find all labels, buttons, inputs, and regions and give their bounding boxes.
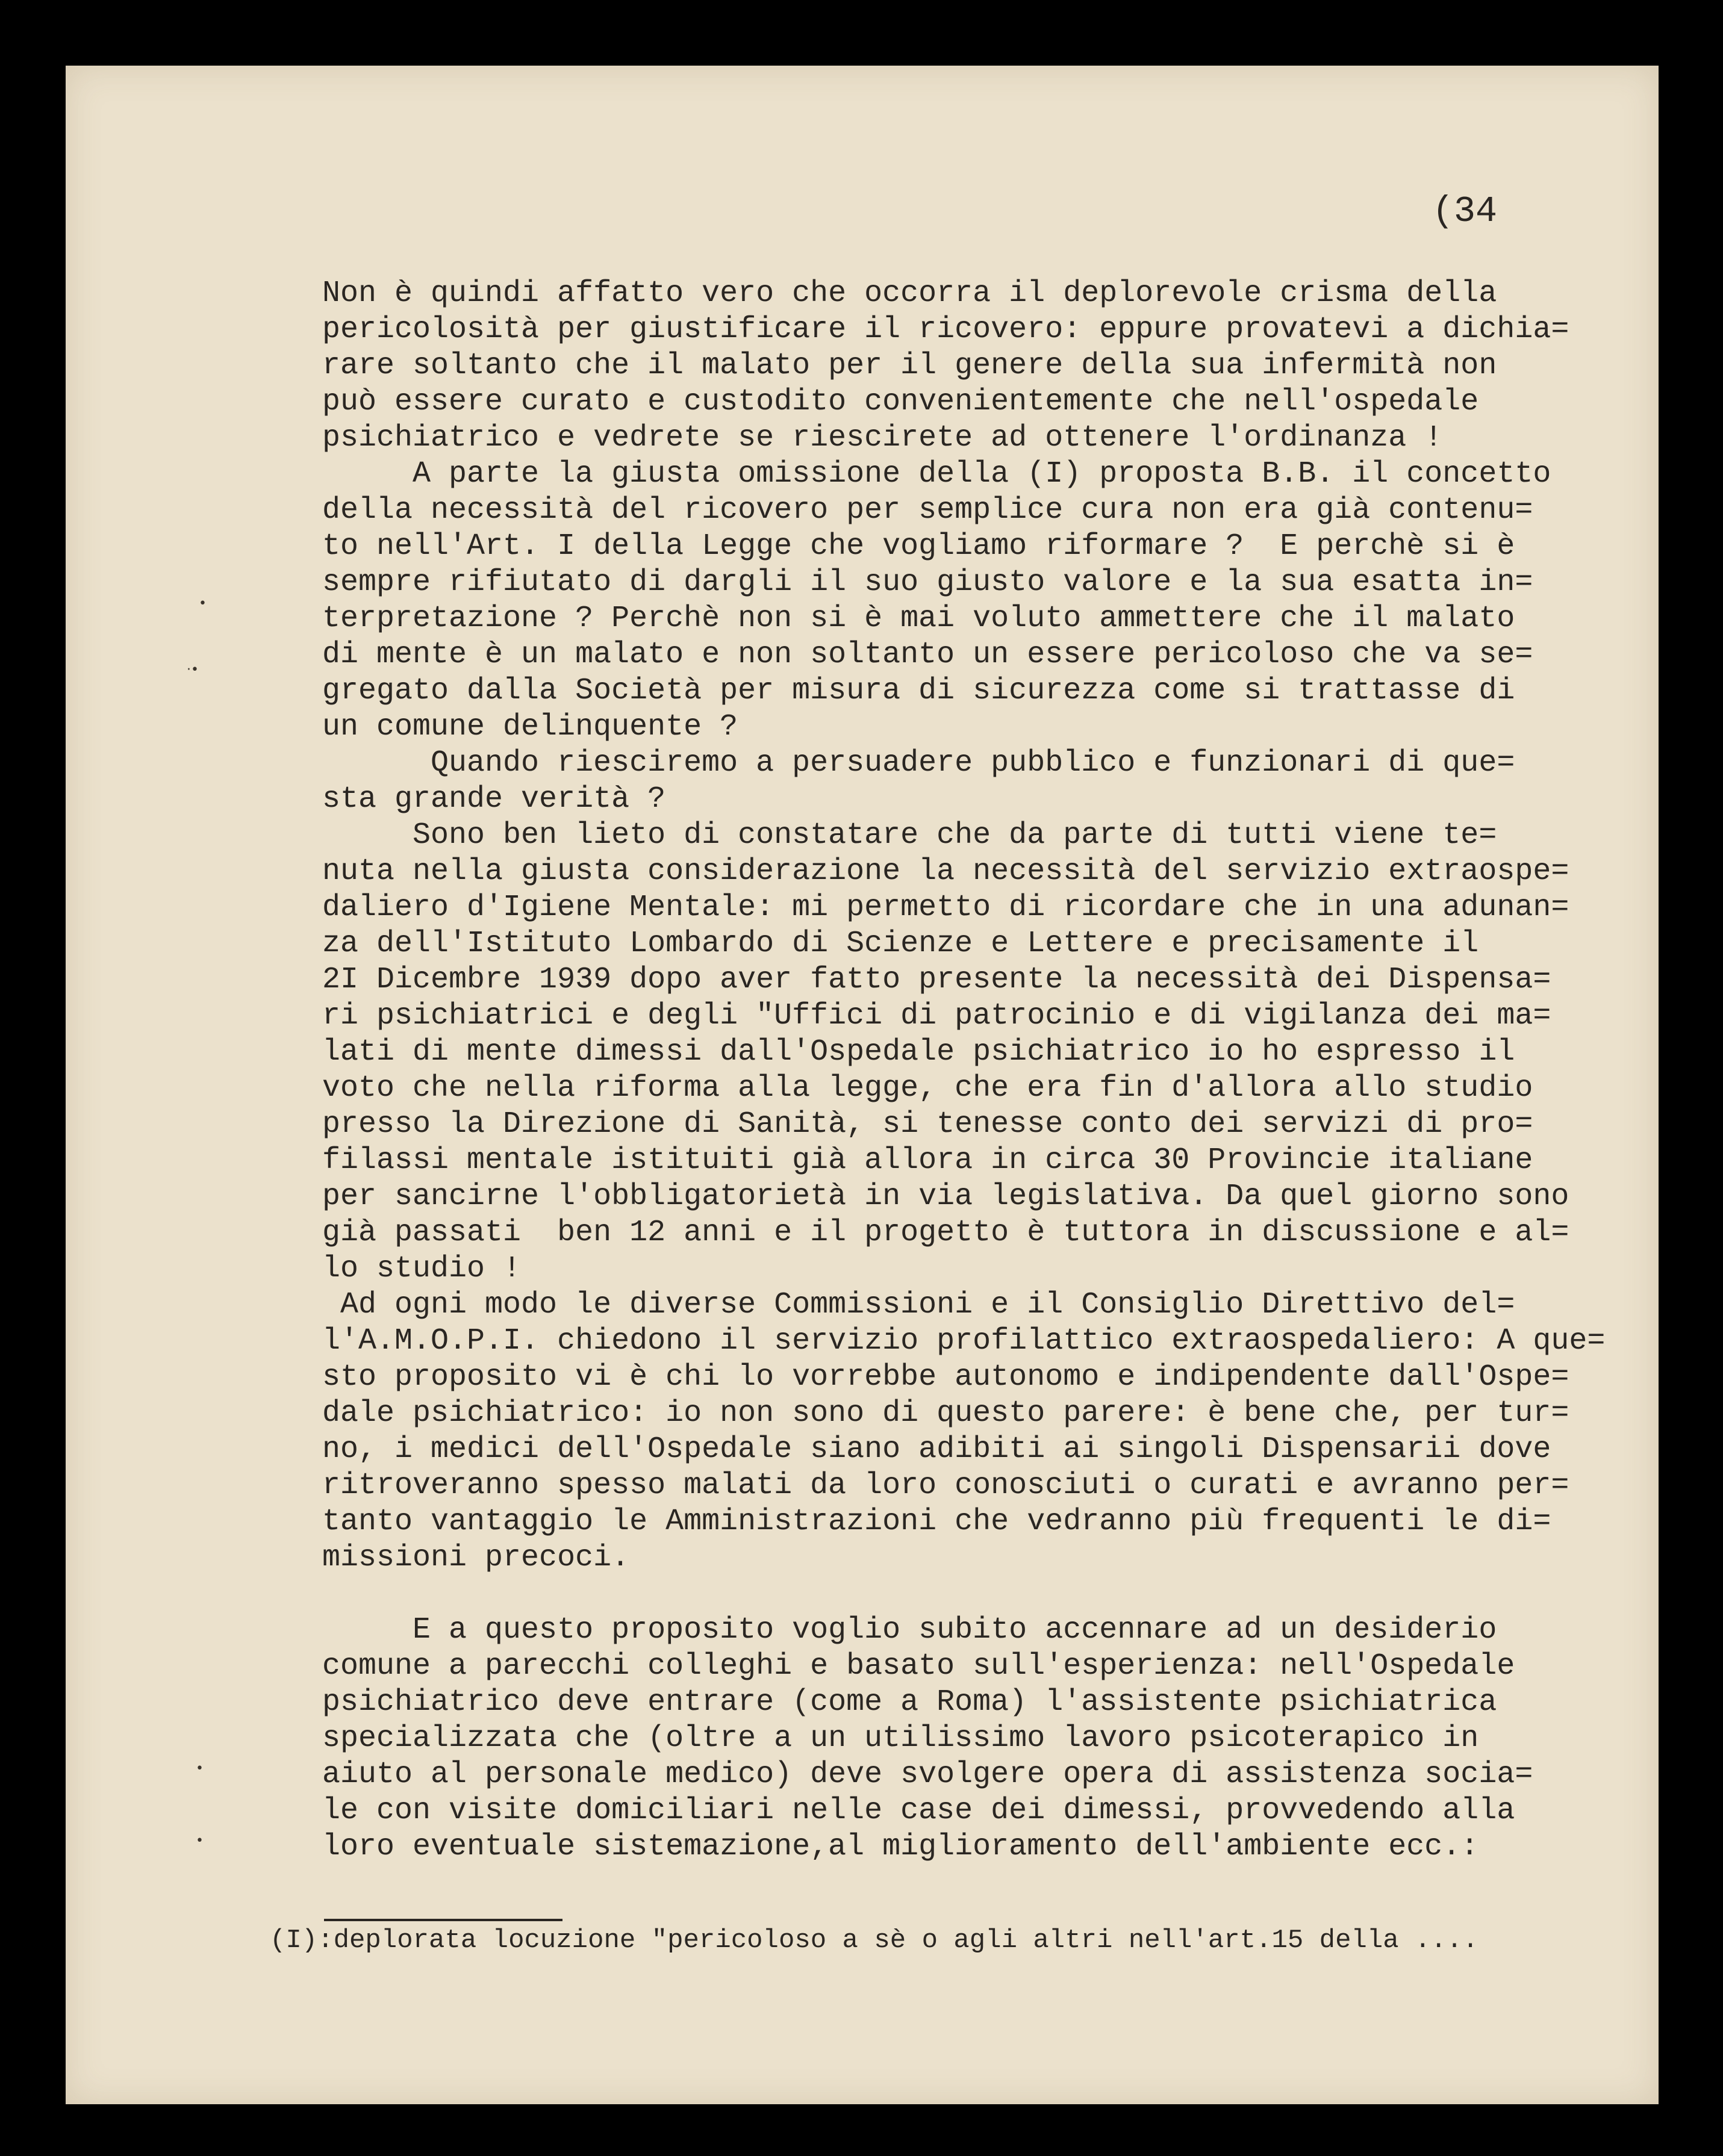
text-line: le con visite domiciliari nelle case dei dimessi, provvedendo alla xyxy=(322,1794,1515,1828)
margin-dot: ·• xyxy=(187,662,199,677)
text-line: presso la Direzione di Sanità, si tenesse conto dei servizi di pro= xyxy=(322,1107,1533,1142)
text-line: sto proposito vi è chi lo vorrebbe autonomo e indipendente dall'Ospe= xyxy=(322,1360,1569,1394)
text-line: di mente è un malato e non soltanto un essere pericoloso che va se= xyxy=(322,638,1533,672)
text-line: può essere curato e custodito convenientemente che nell'ospedale xyxy=(322,385,1479,419)
margin-dot: • xyxy=(196,1761,204,1776)
text-line: Ad ogni modo le diverse Commissioni e il Consiglio Direttivo del= xyxy=(322,1288,1515,1322)
text-line: pericolosità per giustificare il ricovero: eppure provatevi a dichia= xyxy=(322,312,1569,347)
text-line: l'A.M.O.P.I. chiedono il servizio profilattico extraospedaliero: A que= xyxy=(322,1324,1606,1358)
text-line: A parte la giusta omissione della (I) proposta B.B. il concetto xyxy=(322,457,1551,491)
text-line: filassi mentale istituiti già allora in circa 30 Provincie italiane xyxy=(322,1143,1533,1178)
text-line: nuta nella giusta considerazione la necessità del servizio extraospe= xyxy=(322,854,1569,889)
text-line: per sancirne l'obbligatorietà in via legislativa. Da quel giorno sono xyxy=(322,1179,1569,1214)
text-line: aiuto al personale medico) deve svolgere opera di assistenza socia= xyxy=(322,1757,1533,1792)
text-line: sta grande verità ? xyxy=(322,782,666,816)
text-line: dale psichiatrico: io non sono di questo parere: è bene che, per tur= xyxy=(322,1396,1569,1431)
text-line: psichiatrico e vedrete se riescirete ad ottenere l'ordinanza ! xyxy=(322,421,1443,455)
text-line: Non è quindi affatto vero che occorra il deplorevole crisma della xyxy=(322,276,1497,311)
text-line: terpretazione ? Perchè non si è mai voluto ammettere che il malato xyxy=(322,601,1515,636)
text-line: ri psichiatrici e degli "Uffici di patrocinio e di vigilanza dei ma= xyxy=(322,999,1551,1033)
text-line: 2I Dicembre 1939 dopo aver fatto presente la necessità dei Dispensa= xyxy=(322,963,1551,997)
text-line: della necessità del ricovero per semplice cura non era già contenu= xyxy=(322,493,1533,527)
text-line: specializzata che (oltre a un utilissimo lavoro psicoterapico in xyxy=(322,1721,1479,1756)
text-line: ritroveranno spesso malati da loro conosciuti o curati e avranno per= xyxy=(322,1468,1569,1503)
text-line: E a questo proposito voglio subito accennare ad un desiderio xyxy=(322,1613,1497,1647)
footnote-rule xyxy=(324,1919,562,1921)
text-line: no, i medici dell'Ospedale siano adibiti ai singoli Dispensarii dove xyxy=(322,1432,1551,1467)
text-line: za dell'Istituto Lombardo di Scienze e Lettere e precisamente il xyxy=(322,927,1479,961)
text-line xyxy=(322,1576,1623,1612)
text-line: lati di mente dimessi dall'Ospedale psichiatrico io ho espresso il xyxy=(322,1035,1515,1069)
text-line: comune a parecchi colleghi e basato sull'esperienza: nell'Ospedale xyxy=(322,1649,1515,1683)
text-line: già passati ben 12 anni e il progetto è tuttora in discussione e al= xyxy=(322,1216,1569,1250)
page-number: (34 xyxy=(1432,191,1498,232)
text-line: missioni precoci. xyxy=(322,1541,630,1575)
text-line: tanto vantaggio le Amministrazioni che vedranno più frequenti le di= xyxy=(322,1505,1551,1539)
text-line: un comune delinquente ? xyxy=(322,710,738,744)
text-line: lo studio ! xyxy=(322,1252,522,1286)
margin-dot: • xyxy=(199,596,207,611)
text-line: daliero d'Igiene Mentale: mi permetto di ricordare che in una adunan= xyxy=(322,890,1569,925)
text-line: sempre rifiutato di dargli il suo giusto valore e la sua esatta in= xyxy=(322,565,1533,600)
text-line: Quando riesciremo a persuadere pubblico e funzionari di que= xyxy=(322,746,1515,780)
footnote: (I):deplorata locuzione "pericoloso a sè o agli altri nell'art.15 della .... xyxy=(270,1925,1478,1956)
body-text xyxy=(322,276,1623,1865)
text-line: loro eventuale sistemazione,al miglioramento dell'ambiente ecc.: xyxy=(322,1830,1479,1864)
text-line: gregato dalla Società per misura di sicurezza come si trattasse di xyxy=(322,674,1515,708)
text-line: psichiatrico deve entrare (come a Roma) l'assistente psichiatrica xyxy=(322,1685,1497,1720)
text-line: Sono ben lieto di constatare che da parte di tutti viene te= xyxy=(322,818,1497,853)
text-line: to nell'Art. I della Legge che vogliamo riformare ? E perchè si è xyxy=(322,529,1515,564)
text-line: rare soltanto che il malato per il genere della sua infermità non xyxy=(322,349,1497,383)
text-line: voto che nella riforma alla legge, che era fin d'allora allo studio xyxy=(322,1071,1533,1105)
margin-dot: • xyxy=(196,1833,204,1848)
